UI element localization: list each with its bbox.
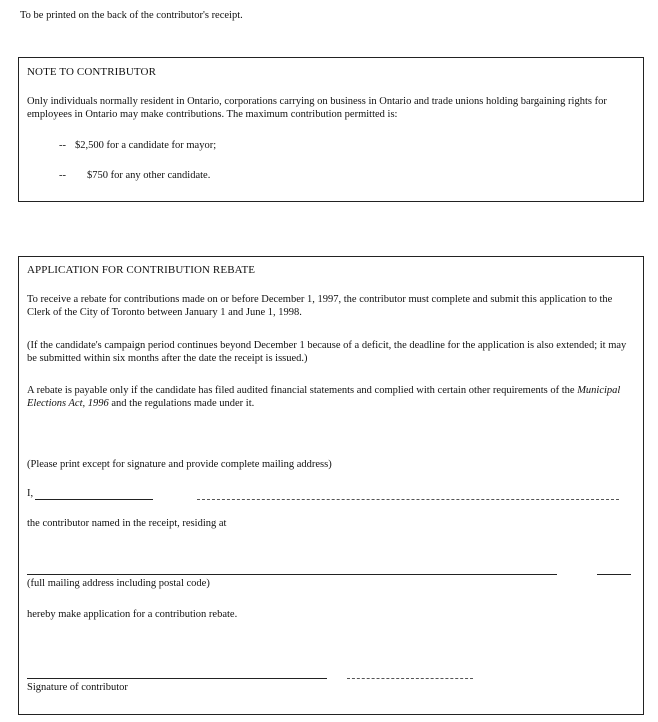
i-label: I, bbox=[27, 488, 34, 499]
contributor-named-text: the contributor named in the receipt, residing at bbox=[27, 518, 227, 529]
note-item-2-text: $750 for any other candidate. bbox=[87, 170, 211, 181]
application-para-2: (If the candidate's campaign period continues beyond December 1 because of a deficit, the deadline for the application is also extended; it may be submitted within six months after the date the receipt is issued.) bbox=[27, 340, 627, 364]
municipal-elections-act: Municipal Elections Act, 1996 bbox=[27, 385, 621, 409]
note-item-1-text: $2,500 for a candidate for mayor; bbox=[75, 140, 217, 151]
address-label: (full mailing address including postal code) bbox=[27, 578, 210, 589]
note-to-contributor-box bbox=[18, 57, 644, 202]
postal-code-field[interactable] bbox=[597, 574, 631, 575]
note-item-1-dash: -- bbox=[59, 140, 66, 151]
contributor-name-field[interactable] bbox=[197, 499, 619, 500]
note-title: NOTE TO CONTRIBUTOR bbox=[27, 66, 157, 78]
application-para-1: To receive a rebate for contributions made on or before December 1, 1997, the contributor must complete and submit this application to the Clerk of the City of Toronto between January 1 and June 1, 1998. bbox=[27, 294, 613, 318]
para-3-after: and the regulations made under it. bbox=[108, 398, 255, 409]
application-title: APPLICATION FOR CONTRIBUTION REBATE bbox=[27, 264, 256, 276]
header-note: To be printed on the back of the contributor's receipt. bbox=[20, 10, 243, 21]
signature-field[interactable] bbox=[27, 678, 327, 679]
hereby-text: hereby make application for a contribution rebate. bbox=[27, 609, 238, 620]
print-instruction: (Please print except for signature and provide complete mailing address) bbox=[27, 459, 332, 470]
given-name-field[interactable] bbox=[35, 499, 153, 500]
application-box bbox=[18, 256, 644, 715]
para-3-before: A rebate is payable only if the candidate has filed audited financial statements and complied with certain other requirements of the bbox=[27, 385, 578, 396]
application-para-3 bbox=[27, 384, 627, 410]
date-field[interactable] bbox=[347, 678, 473, 679]
note-paragraph: Only individuals normally resident in Ontario, corporations carrying on business in Ontario and trade unions holding bargaining rights for employees in Ontario may make contributions. The maximum contribution permitted is: bbox=[27, 96, 607, 120]
note-item-2-dash: -- bbox=[59, 170, 66, 181]
address-field[interactable] bbox=[27, 574, 557, 575]
signature-label: Signature of contributor bbox=[27, 682, 128, 693]
